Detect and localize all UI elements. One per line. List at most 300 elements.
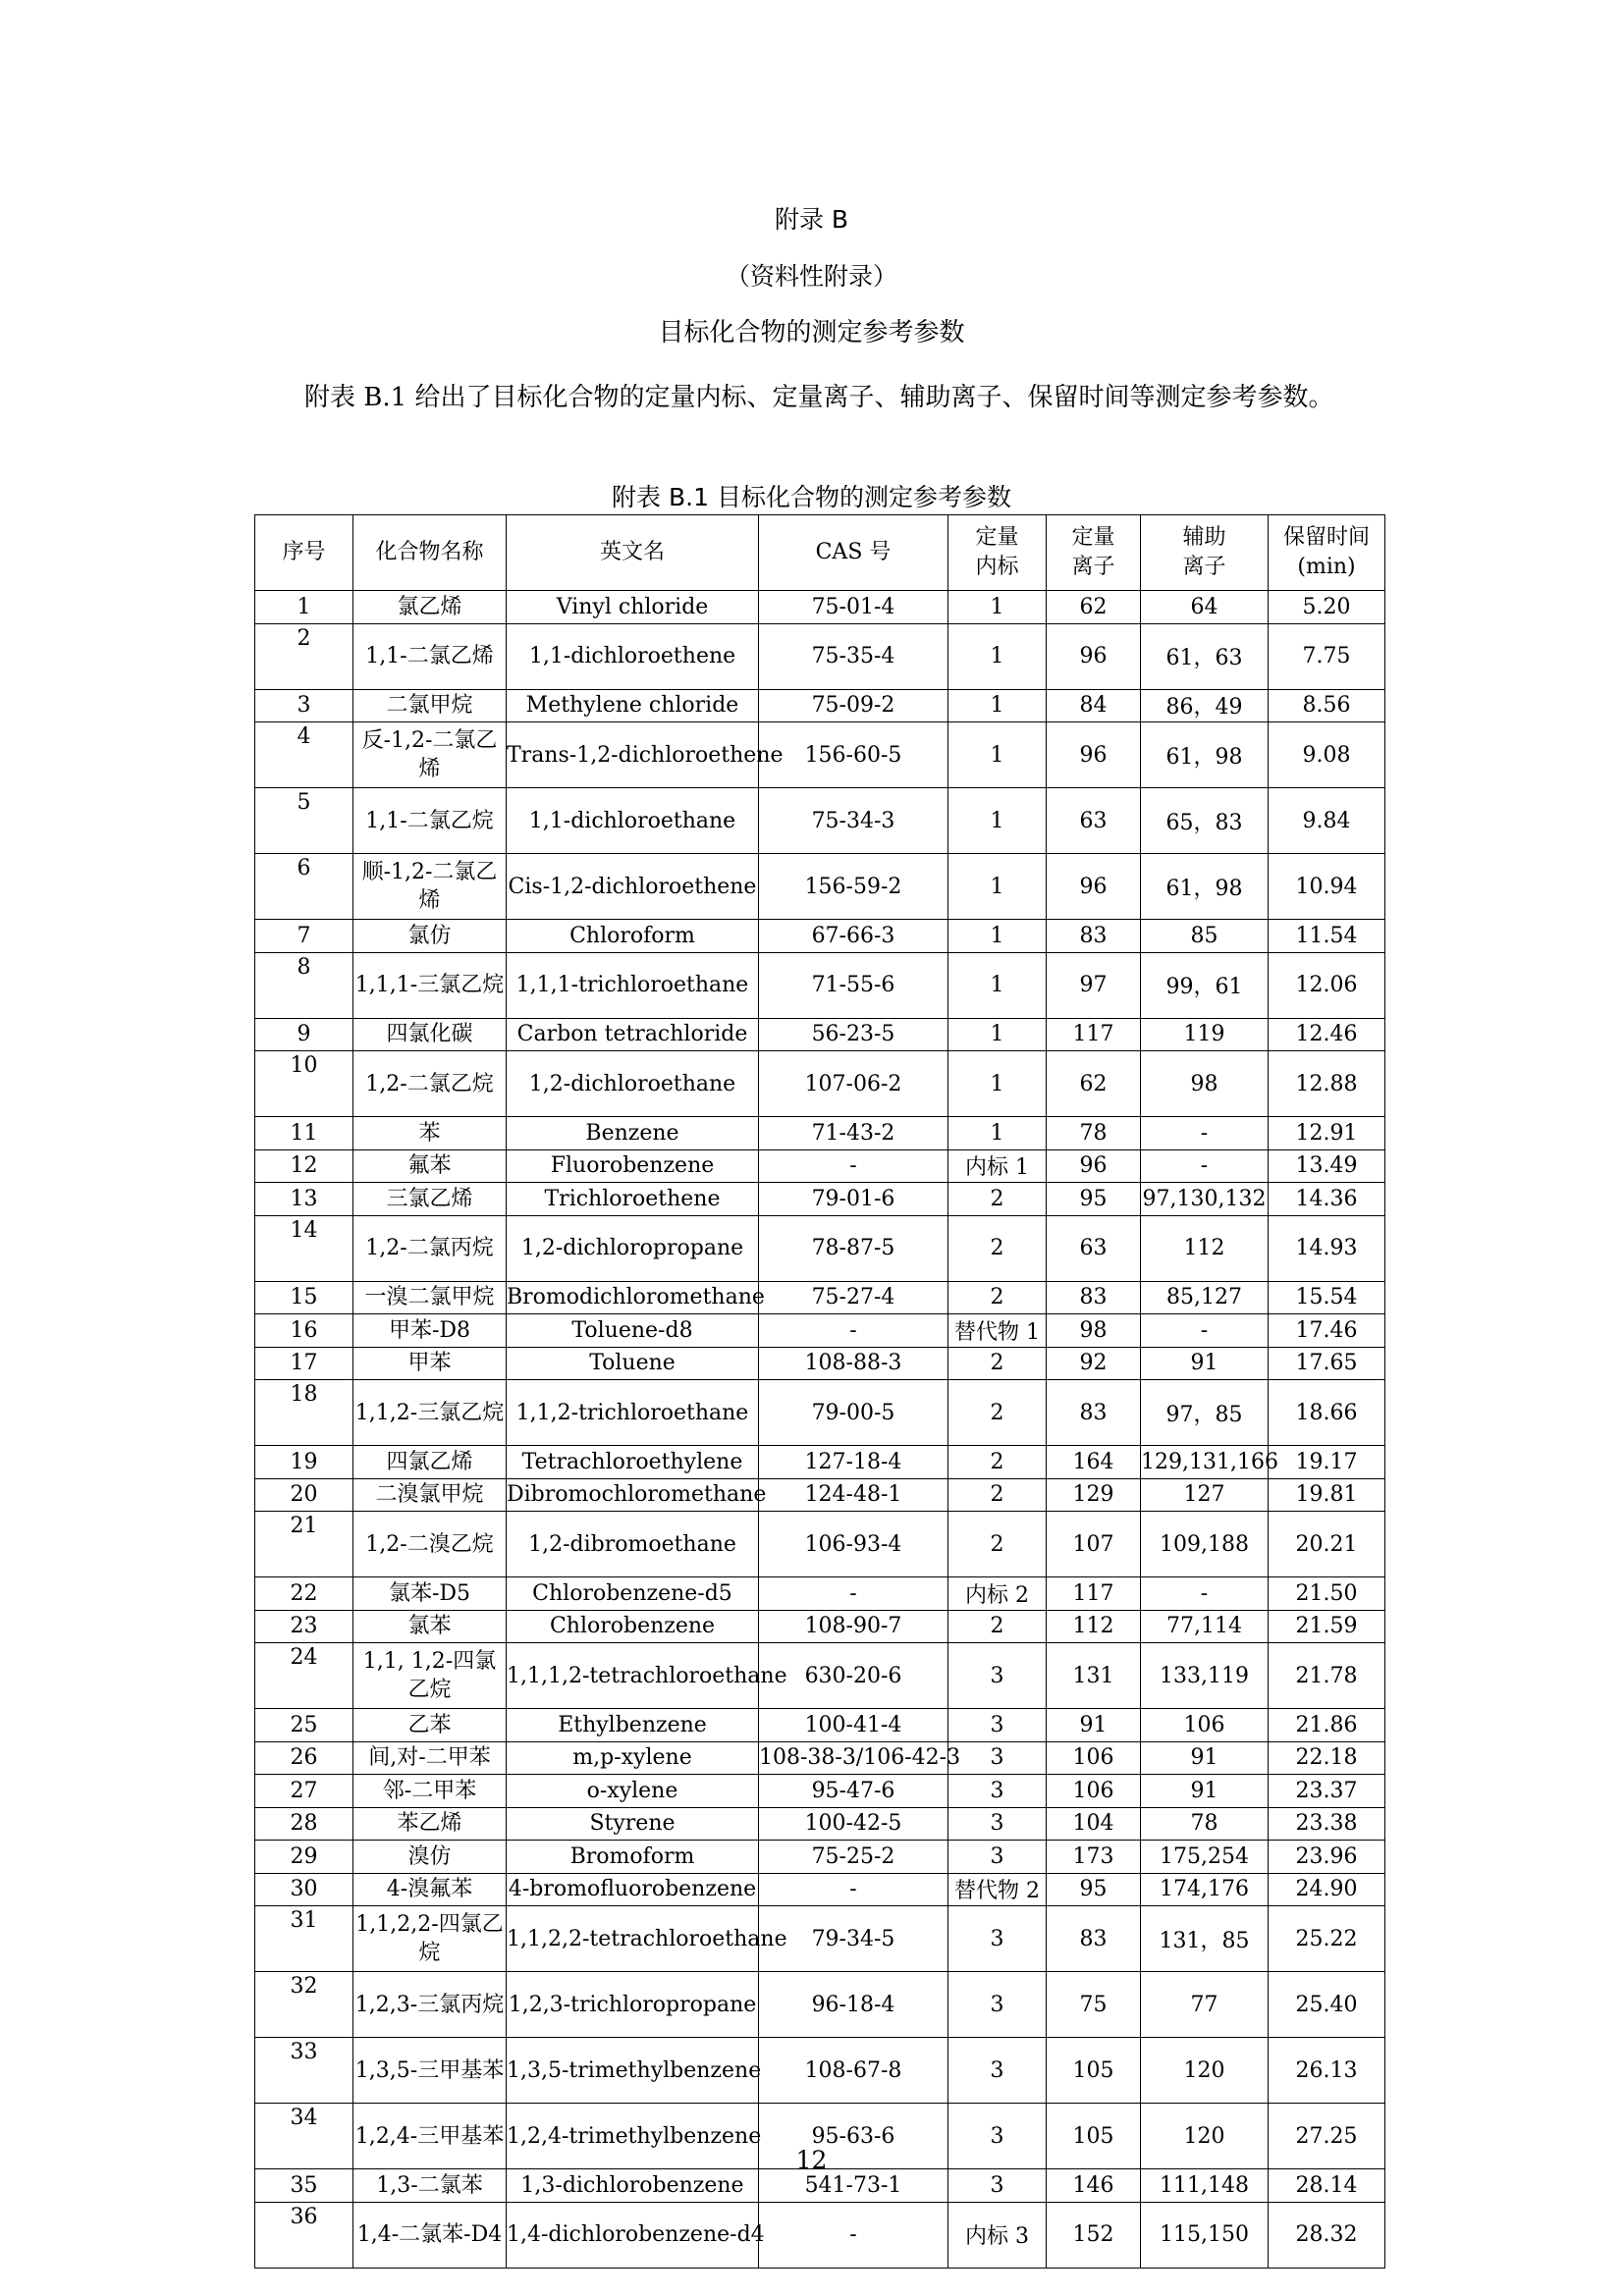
intro-paragraph: 附表 B.1 给出了目标化合物的定量内标、定量离子、辅助离子、保留时间等测定参考参数。 (304, 383, 1334, 412)
rt-cell: 15.54 (1269, 1281, 1385, 1314)
rt-cell: 21.78 (1269, 1643, 1385, 1709)
cn-name-cell: 1,2,3-三氯丙烷 (353, 1972, 507, 2038)
cas-cell: 108-88-3 (759, 1347, 948, 1380)
table-row (255, 1215, 1385, 1281)
cn-name-cell: 1,2-二氯丙烷 (353, 1215, 507, 1281)
rt-cell: 9.08 (1269, 722, 1385, 788)
quant-is-cell: 3 (948, 1807, 1047, 1841)
table-row (255, 1841, 1385, 1874)
aux-ion-cell: 86，49 (1141, 689, 1269, 722)
table-row (255, 1018, 1385, 1051)
quant-ion-cell: 96 (1047, 623, 1141, 689)
quant-ion-cell: 152 (1047, 2202, 1141, 2268)
col-header-cas: CAS 号 (759, 515, 948, 591)
cas-cell: 100-42-5 (759, 1807, 948, 1841)
table-row (255, 1314, 1385, 1348)
en-name-cell: Ethylbenzene (507, 1709, 759, 1742)
table-row (255, 1807, 1385, 1841)
cn-name-cell: 溴仿 (353, 1841, 507, 1874)
table-row (255, 1775, 1385, 1808)
en-name-cell: Dibromochloromethane (507, 1478, 759, 1512)
rt-cell: 20.21 (1269, 1512, 1385, 1577)
quant-is-cell: 1 (948, 689, 1047, 722)
aux-ion-cell: 109,188 (1141, 1512, 1269, 1577)
cas-cell: 75-35-4 (759, 623, 948, 689)
table-row (255, 689, 1385, 722)
cas-cell: 79-34-5 (759, 1906, 948, 1972)
seq-cell: 21 (255, 1512, 353, 1577)
rt-cell: 18.66 (1269, 1380, 1385, 1446)
col-header-cn-name: 化合物名称 (353, 515, 507, 591)
quant-is-cell: 1 (948, 1117, 1047, 1150)
quant-ion-cell: 75 (1047, 1972, 1141, 2038)
rt-cell: 28.14 (1269, 2169, 1385, 2203)
rt-cell: 5.20 (1269, 591, 1385, 624)
rt-cell: 23.96 (1269, 1841, 1385, 1874)
quant-is-cell: 内标 2 (948, 1577, 1047, 1611)
quant-is-cell: 3 (948, 2169, 1047, 2203)
appendix-type: （资料性附录） (725, 262, 897, 291)
quant-ion-cell: 83 (1047, 1281, 1141, 1314)
en-name-cell: Tetrachloroethylene (507, 1446, 759, 1479)
quant-is-cell: 2 (948, 1512, 1047, 1577)
table-caption: 附表 B.1 目标化合物的测定参考参数 (612, 483, 1011, 511)
en-name-cell: 1,1-dichloroethane (507, 788, 759, 854)
quant-is-cell: 2 (948, 1478, 1047, 1512)
rt-cell: 14.36 (1269, 1183, 1385, 1216)
en-name-cell: 1,1,2-trichloroethane (507, 1380, 759, 1446)
en-name-cell: Bromoform (507, 1841, 759, 1874)
cas-cell: 108-67-8 (759, 2038, 948, 2104)
cn-name-cell: 1,2-二氯乙烷 (353, 1051, 507, 1117)
rt-cell: 19.81 (1269, 1478, 1385, 1512)
aux-ion-cell: 97,130,132 (1141, 1183, 1269, 1216)
quant-is-cell: 2 (948, 1610, 1047, 1643)
quant-ion-cell: 96 (1047, 1149, 1141, 1183)
rt-cell: 23.37 (1269, 1775, 1385, 1808)
aux-ion-cell: 97，85 (1141, 1380, 1269, 1446)
cn-name-cell: 氯苯-D5 (353, 1577, 507, 1611)
en-name-cell: 1,1,2,2-tetrachloroethane (507, 1906, 759, 1972)
quant-ion-cell: 63 (1047, 1215, 1141, 1281)
quant-is-cell: 3 (948, 1841, 1047, 1874)
en-name-cell: Cis-1,2-dichloroethene (507, 854, 759, 920)
seq-cell: 11 (255, 1117, 353, 1150)
en-name-cell: Fluorobenzene (507, 1149, 759, 1183)
cas-cell: 106-93-4 (759, 1512, 948, 1577)
seq-cell: 33 (255, 2038, 353, 2104)
seq-cell: 4 (255, 722, 353, 788)
rt-cell: 17.65 (1269, 1347, 1385, 1380)
cn-name-cell: 二氯甲烷 (353, 689, 507, 722)
en-name-cell: 1,4-dichlorobenzene-d4 (507, 2202, 759, 2268)
quant-ion-cell: 84 (1047, 689, 1141, 722)
en-name-cell: 1,2-dibromoethane (507, 1512, 759, 1577)
cn-name-cell: 甲苯-D8 (353, 1314, 507, 1348)
cn-name-cell: 1,1, 1,2-四氯乙烷 (353, 1643, 507, 1709)
cn-name-cell: 1,2,4-三甲基苯 (353, 2104, 507, 2169)
en-name-cell: 1,1,1,2-tetrachloroethane (507, 1643, 759, 1709)
rt-cell: 12.06 (1269, 952, 1385, 1018)
rt-cell: 24.90 (1269, 1873, 1385, 1906)
col-header-rt: 保留时间 (min) (1269, 515, 1385, 591)
cas-cell: - (759, 1577, 948, 1611)
quant-is-cell: 3 (948, 1972, 1047, 2038)
seq-cell: 19 (255, 1446, 353, 1479)
table-row (255, 722, 1385, 788)
table-row (255, 1446, 1385, 1479)
table-row (255, 1873, 1385, 1906)
aux-ion-cell: 111,148 (1141, 2169, 1269, 2203)
table-row (255, 1972, 1385, 2038)
aux-ion-cell: 112 (1141, 1215, 1269, 1281)
aux-ion-cell: 64 (1141, 591, 1269, 624)
quant-is-cell: 1 (948, 952, 1047, 1018)
aux-ion-cell: 133,119 (1141, 1643, 1269, 1709)
table-row (255, 1478, 1385, 1512)
cn-name-cell: 1,1,2,2-四氯乙烷 (353, 1906, 507, 1972)
cas-cell: 156-60-5 (759, 722, 948, 788)
cas-cell: 75-34-3 (759, 788, 948, 854)
aux-ion-cell: 98 (1141, 1051, 1269, 1117)
table-row (255, 1741, 1385, 1775)
en-name-cell: Chloroform (507, 920, 759, 953)
quant-is-cell: 2 (948, 1446, 1047, 1479)
en-name-cell: Trichloroethene (507, 1183, 759, 1216)
seq-cell: 34 (255, 2104, 353, 2169)
en-name-cell: Chlorobenzene (507, 1610, 759, 1643)
en-name-cell: 1,1-dichloroethene (507, 623, 759, 689)
rt-cell: 25.40 (1269, 1972, 1385, 2038)
seq-cell: 28 (255, 1807, 353, 1841)
seq-cell: 9 (255, 1018, 353, 1051)
section-title: 目标化合物的测定参考参数 (658, 318, 965, 347)
quant-ion-cell: 117 (1047, 1577, 1141, 1611)
quant-ion-cell: 164 (1047, 1446, 1141, 1479)
table-row (255, 2038, 1385, 2104)
table-row (255, 854, 1385, 920)
cn-name-cell: 4-溴氟苯 (353, 1873, 507, 1906)
rt-cell: 21.86 (1269, 1709, 1385, 1742)
cas-cell: 95-47-6 (759, 1775, 948, 1808)
cas-cell: 75-27-4 (759, 1281, 948, 1314)
cas-cell: 95-63-6 (759, 2104, 948, 2169)
quant-ion-cell: 95 (1047, 1183, 1141, 1216)
cn-name-cell: 四氯化碳 (353, 1018, 507, 1051)
cn-name-cell: 1,4-二氯苯-D4 (353, 2202, 507, 2268)
aux-ion-cell: 77,114 (1141, 1610, 1269, 1643)
cn-name-cell: 二溴氯甲烷 (353, 1478, 507, 1512)
quant-ion-cell: 105 (1047, 2104, 1141, 2169)
cas-cell: 78-87-5 (759, 1215, 948, 1281)
seq-cell: 29 (255, 1841, 353, 1874)
quant-is-cell: 1 (948, 920, 1047, 953)
rt-cell: 12.91 (1269, 1117, 1385, 1150)
aux-ion-cell: 65，83 (1141, 788, 1269, 854)
cas-cell: 96-18-4 (759, 1972, 948, 2038)
quant-ion-cell: 63 (1047, 788, 1141, 854)
en-name-cell: m,p-xylene (507, 1741, 759, 1775)
cn-name-cell: 1,3-二氯苯 (353, 2169, 507, 2203)
rt-cell: 12.46 (1269, 1018, 1385, 1051)
quant-is-cell: 3 (948, 1709, 1047, 1742)
cas-cell: 108-90-7 (759, 1610, 948, 1643)
seq-cell: 18 (255, 1380, 353, 1446)
seq-cell: 27 (255, 1775, 353, 1808)
seq-cell: 35 (255, 2169, 353, 2203)
cn-name-cell: 三氯乙烯 (353, 1183, 507, 1216)
rt-cell: 23.38 (1269, 1807, 1385, 1841)
seq-cell: 16 (255, 1314, 353, 1348)
quant-is-cell: 1 (948, 854, 1047, 920)
seq-cell: 31 (255, 1906, 353, 1972)
quant-is-cell: 2 (948, 1347, 1047, 1380)
aux-ion-cell: 91 (1141, 1741, 1269, 1775)
quant-ion-cell: 92 (1047, 1347, 1141, 1380)
en-name-cell: Methylene chloride (507, 689, 759, 722)
en-name-cell: Bromodichloromethane (507, 1281, 759, 1314)
cn-name-cell: 氯乙烯 (353, 591, 507, 624)
aux-ion-cell: 106 (1141, 1709, 1269, 1742)
cn-name-cell: 甲苯 (353, 1347, 507, 1380)
table-row (255, 952, 1385, 1018)
seq-cell: 36 (255, 2202, 353, 2268)
quant-ion-cell: 62 (1047, 591, 1141, 624)
quant-ion-cell: 97 (1047, 952, 1141, 1018)
aux-ion-cell: 61，63 (1141, 623, 1269, 689)
aux-ion-cell: 61，98 (1141, 722, 1269, 788)
aux-ion-cell: 99，61 (1141, 952, 1269, 1018)
aux-ion-cell: 174,176 (1141, 1873, 1269, 1906)
cn-name-cell: 邻-二甲苯 (353, 1775, 507, 1808)
cas-cell: 100-41-4 (759, 1709, 948, 1742)
quant-ion-cell: 96 (1047, 722, 1141, 788)
aux-ion-cell: 91 (1141, 1347, 1269, 1380)
aux-ion-cell: - (1141, 1149, 1269, 1183)
seq-cell: 26 (255, 1741, 353, 1775)
cas-cell: 75-01-4 (759, 591, 948, 624)
seq-cell: 24 (255, 1643, 353, 1709)
seq-cell: 2 (255, 623, 353, 689)
col-header-quant-is: 定量 内标 (948, 515, 1047, 591)
cas-cell: 107-06-2 (759, 1051, 948, 1117)
quant-is-cell: 替代物 1 (948, 1314, 1047, 1348)
seq-cell: 10 (255, 1051, 353, 1117)
quant-is-cell: 1 (948, 1051, 1047, 1117)
quant-is-cell: 2 (948, 1215, 1047, 1281)
table-row (255, 788, 1385, 854)
en-name-cell: o-xylene (507, 1775, 759, 1808)
seq-cell: 13 (255, 1183, 353, 1216)
quant-ion-cell: 98 (1047, 1314, 1141, 1348)
seq-cell: 14 (255, 1215, 353, 1281)
table-row (255, 1906, 1385, 1972)
seq-cell: 3 (255, 689, 353, 722)
aux-ion-cell: 131，85 (1141, 1906, 1269, 1972)
quant-ion-cell: 173 (1047, 1841, 1141, 1874)
table-row (255, 1577, 1385, 1611)
quant-ion-cell: 105 (1047, 2038, 1141, 2104)
en-name-cell: 1,2-dichloropropane (507, 1215, 759, 1281)
table-row (255, 1281, 1385, 1314)
cn-name-cell: 1,1,1-三氯乙烷 (353, 952, 507, 1018)
cn-name-cell: 四氯乙烯 (353, 1446, 507, 1479)
quant-is-cell: 3 (948, 2038, 1047, 2104)
seq-cell: 20 (255, 1478, 353, 1512)
rt-cell: 14.93 (1269, 1215, 1385, 1281)
quant-ion-cell: 62 (1047, 1051, 1141, 1117)
rt-cell: 27.25 (1269, 2104, 1385, 2169)
aux-ion-cell: 119 (1141, 1018, 1269, 1051)
table-row (255, 1149, 1385, 1183)
quant-is-cell: 3 (948, 1775, 1047, 1808)
cn-name-cell: 1,1,2-三氯乙烷 (353, 1380, 507, 1446)
quant-ion-cell: 91 (1047, 1709, 1141, 1742)
cn-name-cell: 1,1-二氯乙烷 (353, 788, 507, 854)
cas-cell: 541-73-1 (759, 2169, 948, 2203)
seq-cell: 7 (255, 920, 353, 953)
quant-is-cell: 2 (948, 1281, 1047, 1314)
quant-ion-cell: 95 (1047, 1873, 1141, 1906)
quant-is-cell: 内标 1 (948, 1149, 1047, 1183)
quant-ion-cell: 83 (1047, 1906, 1141, 1972)
aux-ion-cell: - (1141, 1117, 1269, 1150)
cas-cell: 56-23-5 (759, 1018, 948, 1051)
quant-is-cell: 1 (948, 591, 1047, 624)
aux-ion-cell: 175,254 (1141, 1841, 1269, 1874)
quant-is-cell: 替代物 2 (948, 1873, 1047, 1906)
en-name-cell: 1,1,1-trichloroethane (507, 952, 759, 1018)
aux-ion-cell: 120 (1141, 2104, 1269, 2169)
table-row (255, 1051, 1385, 1117)
rt-cell: 28.32 (1269, 2202, 1385, 2268)
cn-name-cell: 反-1,2-二氯乙烯 (353, 722, 507, 788)
rt-cell: 7.75 (1269, 623, 1385, 689)
quant-is-cell: 1 (948, 722, 1047, 788)
quant-ion-cell: 106 (1047, 1741, 1141, 1775)
cas-cell: 79-01-6 (759, 1183, 948, 1216)
cas-cell: 156-59-2 (759, 854, 948, 920)
en-name-cell: Toluene (507, 1347, 759, 1380)
aux-ion-cell: 127 (1141, 1478, 1269, 1512)
quant-ion-cell: 107 (1047, 1512, 1141, 1577)
seq-cell: 32 (255, 1972, 353, 2038)
rt-cell: 21.59 (1269, 1610, 1385, 1643)
cas-cell: 71-55-6 (759, 952, 948, 1018)
col-header-en-name: 英文名 (507, 515, 759, 591)
quant-is-cell: 3 (948, 1741, 1047, 1775)
quant-is-cell: 1 (948, 788, 1047, 854)
quant-is-cell: 3 (948, 1906, 1047, 1972)
rt-cell: 19.17 (1269, 1446, 1385, 1479)
rt-cell: 26.13 (1269, 2038, 1385, 2104)
seq-cell: 22 (255, 1577, 353, 1611)
rt-cell: 10.94 (1269, 854, 1385, 920)
cas-cell: 127-18-4 (759, 1446, 948, 1479)
quant-ion-cell: 83 (1047, 1380, 1141, 1446)
cas-cell: 630-20-6 (759, 1643, 948, 1709)
rt-cell: 9.84 (1269, 788, 1385, 854)
table-row (255, 920, 1385, 953)
cn-name-cell: 间,对-二甲苯 (353, 1741, 507, 1775)
aux-ion-cell: - (1141, 1314, 1269, 1348)
table-row (255, 1643, 1385, 1709)
en-name-cell: Carbon tetrachloride (507, 1018, 759, 1051)
en-name-cell: Vinyl chloride (507, 591, 759, 624)
seq-cell: 8 (255, 952, 353, 1018)
en-name-cell: Styrene (507, 1807, 759, 1841)
quant-is-cell: 1 (948, 1018, 1047, 1051)
quant-ion-cell: 117 (1047, 1018, 1141, 1051)
aux-ion-cell: - (1141, 1577, 1269, 1611)
cas-cell: 108-38-3/106-42-3 (759, 1741, 948, 1775)
cn-name-cell: 乙苯 (353, 1709, 507, 1742)
cas-cell: 75-09-2 (759, 689, 948, 722)
quant-is-cell: 1 (948, 623, 1047, 689)
rt-cell: 8.56 (1269, 689, 1385, 722)
en-name-cell: 1,3-dichlorobenzene (507, 2169, 759, 2203)
compound-parameter-table (254, 514, 1385, 2269)
aux-ion-cell: 85 (1141, 920, 1269, 953)
table-header-row (255, 515, 1385, 591)
aux-ion-cell: 77 (1141, 1972, 1269, 2038)
col-header-quant-ion: 定量 离子 (1047, 515, 1141, 591)
seq-cell: 15 (255, 1281, 353, 1314)
cn-name-cell: 1,2-二溴乙烷 (353, 1512, 507, 1577)
quant-is-cell: 2 (948, 1380, 1047, 1446)
table-row (255, 1512, 1385, 1577)
col-header-aux-ion: 辅助 离子 (1141, 515, 1269, 591)
cas-cell: - (759, 1149, 948, 1183)
cas-cell: 79-00-5 (759, 1380, 948, 1446)
quant-ion-cell: 129 (1047, 1478, 1141, 1512)
seq-cell: 17 (255, 1347, 353, 1380)
en-name-cell: 1,2-dichloroethane (507, 1051, 759, 1117)
cn-name-cell: 氯苯 (353, 1610, 507, 1643)
aux-ion-cell: 85,127 (1141, 1281, 1269, 1314)
seq-cell: 23 (255, 1610, 353, 1643)
cas-cell: 75-25-2 (759, 1841, 948, 1874)
en-name-cell: Benzene (507, 1117, 759, 1150)
table-row (255, 1610, 1385, 1643)
aux-ion-cell: 120 (1141, 2038, 1269, 2104)
table-row (255, 1183, 1385, 1216)
quant-ion-cell: 146 (1047, 2169, 1141, 2203)
cn-name-cell: 苯乙烯 (353, 1807, 507, 1841)
table-row (255, 2202, 1385, 2268)
rt-cell: 25.22 (1269, 1906, 1385, 1972)
cn-name-cell: 氯仿 (353, 920, 507, 953)
quant-is-cell: 2 (948, 1183, 1047, 1216)
en-name-cell: 1,2,3-trichloropropane (507, 1972, 759, 2038)
en-name-cell: 1,2,4-trimethylbenzene (507, 2104, 759, 2169)
aux-ion-cell: 129,131,166 (1141, 1446, 1269, 1479)
quant-ion-cell: 112 (1047, 1610, 1141, 1643)
seq-cell: 1 (255, 591, 353, 624)
quant-is-cell: 3 (948, 1643, 1047, 1709)
seq-cell: 6 (255, 854, 353, 920)
cas-cell: - (759, 1873, 948, 1906)
quant-ion-cell: 106 (1047, 1775, 1141, 1808)
aux-ion-cell: 78 (1141, 1807, 1269, 1841)
cn-name-cell: 顺-1,2-二氯乙烯 (353, 854, 507, 920)
en-name-cell: 1,3,5-trimethylbenzene (507, 2038, 759, 2104)
rt-cell: 11.54 (1269, 920, 1385, 953)
rt-cell: 12.88 (1269, 1051, 1385, 1117)
quant-ion-cell: 131 (1047, 1643, 1141, 1709)
cn-name-cell: 一溴二氯甲烷 (353, 1281, 507, 1314)
aux-ion-cell: 115,150 (1141, 2202, 1269, 2268)
